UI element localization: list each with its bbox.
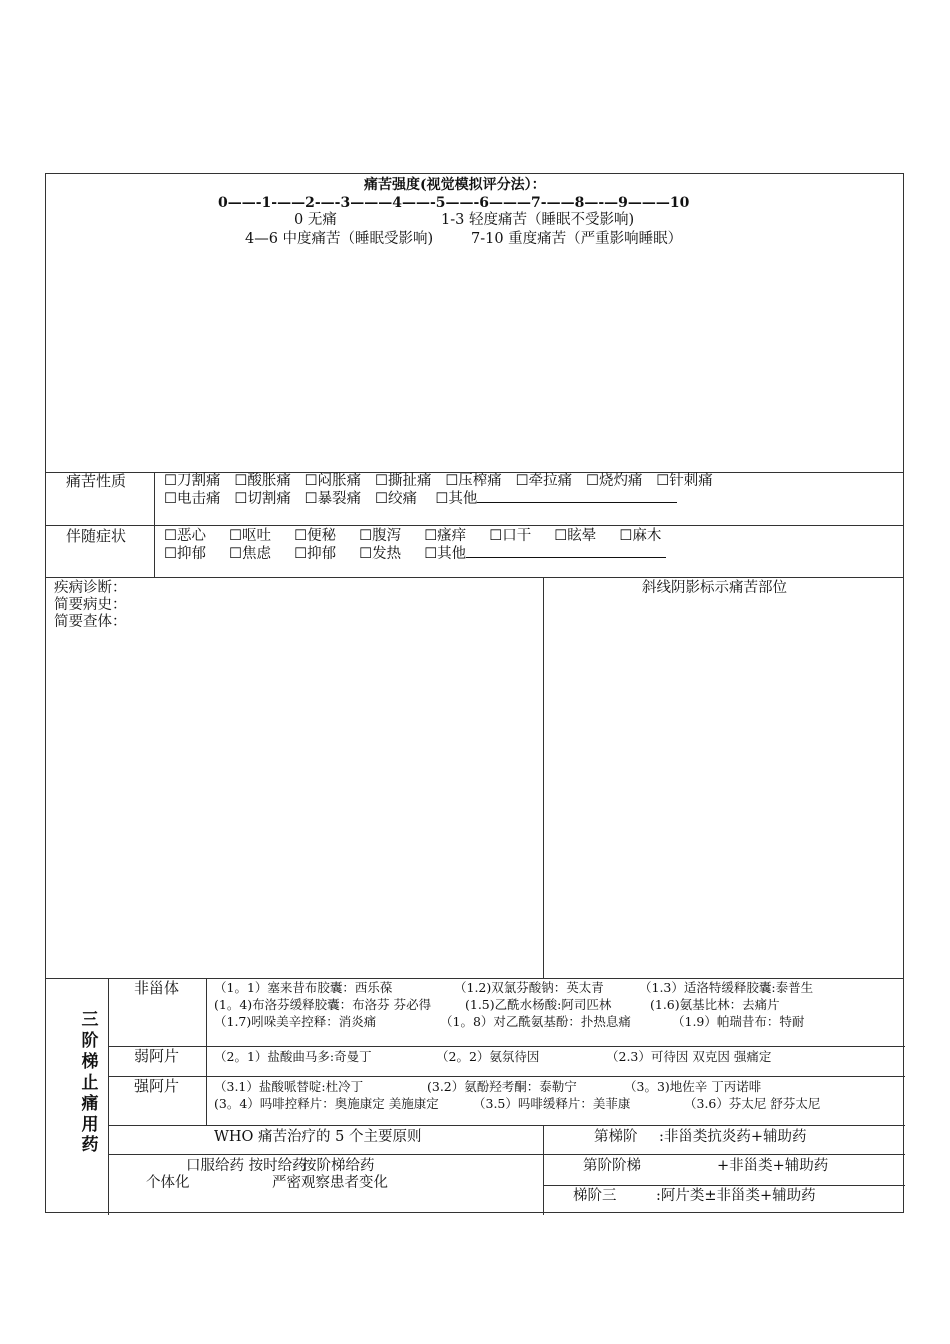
principle-close-observation: 严密观察患者变化 — [272, 1175, 388, 1191]
strong-opioid-drug-3-4: (3。4）吗啡控释片：奥施康定 美施康定 — [214, 1096, 439, 1111]
principle-individualized: 个体化 — [146, 1175, 190, 1191]
other-pain-input[interactable] — [477, 490, 677, 503]
weak-opioid-label: 弱阿片 — [134, 1047, 180, 1065]
ladder-step-3-label: 梯阶三 — [573, 1188, 617, 1204]
intensity-level-4-6: 4—6 中度痛苦（睡眠受影响) — [245, 231, 434, 247]
nsaid-drug-1-6: (1.6)氨基比林：去痛片 — [650, 997, 780, 1012]
checkbox-nausea[interactable]: ☐恶心 — [164, 528, 206, 544]
pain-nature-label: 痛苦性质 — [66, 472, 127, 490]
checkbox-dizziness[interactable]: ☐眩晕 — [554, 528, 597, 544]
ladder-step-1-label: 第梯阶 — [594, 1129, 638, 1145]
intensity-level-0: 0 无痛 — [294, 212, 337, 228]
ladder-step-1-text: :非甾类抗炎药+辅助药 — [659, 1129, 807, 1145]
checkbox-electric-pain[interactable]: ☐电击痛 — [164, 491, 221, 507]
nsaid-drug-1-4: (1。4)布洛芬缓释胶囊：布洛芬 芬必得 — [214, 997, 432, 1012]
ladder-title-char: 阶 — [81, 1030, 99, 1051]
checkbox-numbness[interactable]: ☐麻木 — [619, 528, 662, 544]
brief-exam-label: 简要查体： — [54, 614, 127, 630]
checkbox-stabbing-pain[interactable]: ☐针刺痛 — [656, 473, 713, 489]
checkbox-fever[interactable]: ☐发热 — [359, 546, 402, 562]
other-symptom-input[interactable] — [466, 545, 666, 558]
diagnosis-row — [46, 577, 903, 978]
body-map-area[interactable] — [544, 600, 904, 978]
checkbox-pulling-pain[interactable]: ☐牵拉痛 — [515, 473, 573, 489]
pain-assessment-form — [45, 173, 904, 1213]
intensity-level-7-10: 7-10 重度痛苦（严重影响睡眠） — [471, 231, 683, 247]
strong-opioid-drug-3-5: （3.5）吗啡缓释片：美菲康 — [473, 1096, 631, 1111]
checkbox-anxiety[interactable]: ☐焦虑 — [229, 546, 272, 562]
checkbox-burning-pain[interactable]: ☐烧灼痛 — [585, 473, 643, 489]
intensity-title: 痛苦强度(视觉模拟评分法）： — [364, 177, 546, 193]
disease-diagnosis-label: 疾病诊断： — [54, 580, 127, 596]
symptoms-options-2 — [164, 545, 666, 563]
strong-opioid-drug-3-6: （3.6）芬太尼 舒芬太尼 — [684, 1096, 821, 1111]
nsaid-drug-1-1: （1。1）塞来昔布胶囊：西乐葆 — [214, 980, 393, 995]
checkbox-diarrhea[interactable]: ☐腹泻 — [359, 528, 402, 544]
ladder-vertical-title — [76, 1010, 104, 1156]
intensity-scale: 0——-1-——2-—-3———4——-5——-6———7-——8—-—9———10 — [218, 195, 690, 211]
checkbox-depression[interactable]: ☐抑郁 — [164, 546, 206, 562]
ladder-title-char: 止 — [81, 1072, 99, 1093]
ladder-step-2-text: +非甾类+辅助药 — [717, 1158, 829, 1174]
strong-opioid-drug-3-1: （3.1）盐酸哌替啶:杜冷丁 — [214, 1079, 364, 1094]
ladder-title-char: 药 — [81, 1135, 99, 1156]
checkbox-vomiting[interactable]: ☐呕吐 — [229, 528, 272, 544]
checkbox-depression-2[interactable]: ☐抑郁 — [294, 546, 337, 562]
strong-opioid-drug-3-3: （3。3)地佐辛 丁丙诺啡 — [624, 1079, 762, 1094]
checkbox-crushing-pain[interactable]: ☐压榨痛 — [445, 473, 502, 489]
checkbox-constipation[interactable]: ☐便秘 — [294, 528, 337, 544]
nsaid-drug-1-9: （1.9）帕瑞昔布：特耐 — [672, 1014, 805, 1029]
intensity-level-1-3: 1-3 轻度痛苦（睡眠不受影响) — [441, 212, 635, 228]
checkbox-colic-pain[interactable]: ☐绞痛 — [374, 491, 417, 507]
nsaid-drug-1-7: （1.7)吲哚美辛控释：消炎痛 — [214, 1014, 377, 1029]
ladder-title-char: 痛 — [81, 1093, 99, 1114]
symptoms-label: 伴随症状 — [66, 527, 127, 545]
strong-opioid-label: 强阿片 — [134, 1077, 180, 1095]
principle-oral-timed: 口服给药 按时给药 — [186, 1158, 307, 1174]
ladder-title-char: 三 — [81, 1010, 99, 1030]
ladder-title-char: 用 — [81, 1114, 99, 1135]
checkbox-bursting-pain[interactable]: ☐暴裂痛 — [304, 491, 362, 507]
analgesic-ladder-section — [46, 978, 903, 1214]
checkbox-dull-pain[interactable]: ☐闷胀痛 — [304, 473, 362, 489]
brief-history-label: 简要病史： — [54, 597, 127, 613]
nsaid-drug-1-8: （1。8）对乙酰氨基酚：扑热息痛 — [440, 1014, 631, 1029]
symptoms-row — [46, 525, 903, 577]
pain-nature-row — [46, 472, 903, 525]
nsaid-drug-1-3: （1.3）适洛特缓释胶囊:泰普生 — [639, 980, 814, 995]
checkbox-cutting-pain[interactable]: ☐切割痛 — [234, 491, 291, 507]
checkbox-other-symptom[interactable]: ☐其他 — [424, 546, 467, 562]
checkbox-dry-mouth[interactable]: ☐口干 — [489, 528, 532, 544]
checkbox-knife-pain[interactable]: ☐刀割痛 — [164, 473, 221, 489]
checkbox-itching[interactable]: ☐瘙痒 — [424, 528, 467, 544]
ladder-title-char: 梯 — [81, 1051, 99, 1072]
body-map-caption: 斜线阴影标示痛苦部位 — [642, 580, 787, 596]
ladder-step-2-label: 第阶阶梯 — [583, 1158, 641, 1174]
who-principles-title: WHO 痛苦治疗的 5 个主要原则 — [214, 1129, 422, 1145]
symptoms-options-1 — [164, 528, 661, 545]
ladder-step-3-text: :阿片类±非甾类+辅助药 — [656, 1188, 816, 1204]
weak-opioid-drug-2-3: （2.3）可待因 双克因 强痛定 — [606, 1049, 772, 1064]
nsaid-label: 非甾体 — [134, 979, 180, 997]
checkbox-tearing-pain[interactable]: ☐撕扯痛 — [374, 473, 432, 489]
checkbox-other-pain[interactable]: ☐其他 — [435, 491, 478, 507]
pain-nature-options-2 — [164, 490, 677, 508]
pain-nature-options-1 — [164, 473, 713, 490]
weak-opioid-drug-2-1: （2。1）盐酸曲马多:奇曼丁 — [214, 1049, 372, 1064]
nsaid-drug-1-2: （1.2)双氯芬酸钠：英太青 — [454, 980, 604, 995]
strong-opioid-drug-3-2: (3.2）氨酚羟考酮：泰勒宁 — [427, 1079, 577, 1094]
checkbox-sore-pain[interactable]: ☐酸胀痛 — [234, 473, 291, 489]
nsaid-drug-1-5: (1.5)乙酰水杨酸:阿司匹林 — [465, 997, 612, 1012]
principle-step-dosing: 按阶梯给药 — [302, 1158, 375, 1174]
weak-opioid-drug-2-2: （2。2）氨氛待因 — [436, 1049, 540, 1064]
